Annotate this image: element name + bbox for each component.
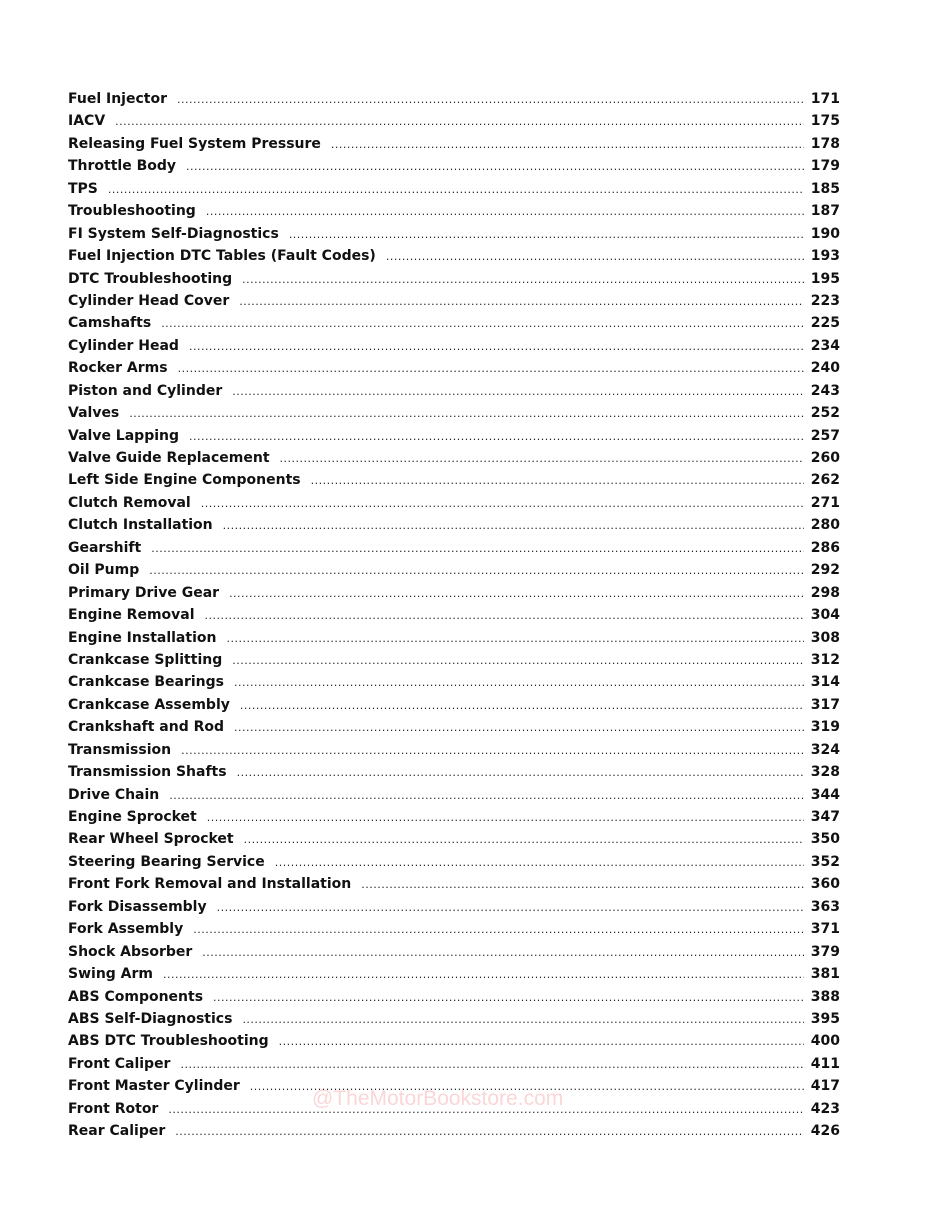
toc-entry-title: Crankcase Bearings — [68, 674, 224, 691]
toc-dot-leader — [161, 317, 804, 330]
toc-entry-title: Transmission Shafts — [68, 764, 227, 781]
toc-entry-page: 175 — [810, 113, 840, 130]
toc-entry[interactable] — [68, 719, 840, 741]
table-of-contents — [68, 91, 840, 1146]
toc-dot-leader — [178, 362, 804, 375]
toc-entry-page: 280 — [810, 517, 840, 534]
toc-dot-leader — [181, 744, 804, 757]
toc-entry-page: 225 — [810, 315, 840, 332]
toc-entry-title: FI System Self-Diagnostics — [68, 225, 279, 242]
toc-entry-page: 350 — [810, 831, 840, 848]
toc-entry[interactable] — [68, 540, 840, 562]
toc-entry-title: Shock Absorber — [68, 943, 193, 960]
toc-entry-page: 271 — [810, 494, 840, 511]
toc-entry-page: 381 — [810, 966, 840, 983]
toc-dot-leader — [242, 1013, 804, 1026]
toc-dot-leader — [226, 632, 804, 645]
toc-entry-title: Camshafts — [68, 315, 152, 332]
toc-dot-leader — [289, 228, 804, 241]
toc-entry[interactable] — [68, 1056, 840, 1078]
toc-entry-title: Engine Installation — [68, 629, 217, 646]
toc-dot-leader — [202, 946, 804, 959]
toc-entry-title: Rear Wheel Sprocket — [68, 831, 234, 848]
toc-entry-page: 292 — [810, 562, 840, 579]
toc-entry-page: 423 — [810, 1100, 840, 1117]
toc-dot-leader — [193, 923, 804, 936]
toc-dot-leader — [206, 205, 804, 218]
toc-entry[interactable] — [68, 517, 840, 539]
toc-entry[interactable] — [68, 136, 840, 158]
toc-entry[interactable] — [68, 226, 840, 248]
toc-entry-title: Clutch Removal — [68, 494, 191, 511]
toc-entry[interactable] — [68, 630, 840, 652]
toc-entry[interactable] — [68, 944, 840, 966]
toc-dot-leader — [108, 183, 804, 196]
toc-dot-leader — [361, 878, 804, 891]
toc-entry-page: 352 — [810, 853, 840, 870]
toc-dot-leader — [311, 474, 804, 487]
toc-dot-leader — [229, 587, 804, 600]
toc-dot-leader — [207, 811, 804, 824]
toc-dot-leader — [169, 789, 804, 802]
toc-entry[interactable] — [68, 876, 840, 898]
toc-entry[interactable] — [68, 652, 840, 674]
toc-entry-title: Left Side Engine Components — [68, 472, 301, 489]
toc-entry-title: ABS Components — [68, 988, 204, 1005]
toc-entry-page: 347 — [810, 809, 840, 825]
toc-entry[interactable] — [68, 899, 840, 921]
toc-entry-title: ABS DTC Troubleshooting — [68, 1033, 269, 1050]
toc-entry-title: Fuel Injection DTC Tables (Fault Codes) — [68, 248, 376, 265]
toc-dot-leader — [129, 407, 804, 420]
toc-entry-title: Cylinder Head Cover — [68, 292, 230, 309]
watermark: @TheMotorBookstore.com — [312, 1087, 564, 1110]
toc-entry[interactable] — [68, 966, 840, 988]
toc-entry-title: DTC Troubleshooting — [68, 270, 233, 287]
toc-entry[interactable] — [68, 428, 840, 450]
toc-entry-title: Valve Lapping — [68, 427, 180, 444]
toc-entry-title: Engine Sprocket — [68, 809, 197, 825]
toc-entry[interactable] — [68, 787, 840, 809]
toc-entry-page: 171 — [810, 91, 840, 107]
toc-dot-leader — [175, 1125, 804, 1138]
toc-entry[interactable] — [68, 338, 840, 360]
toc-entry[interactable] — [68, 607, 840, 629]
toc-entry-title: Front Caliper — [68, 1055, 171, 1072]
toc-dot-leader — [115, 115, 804, 128]
toc-entry-title: Throttle Body — [68, 158, 177, 175]
toc-dot-leader — [280, 452, 804, 465]
toc-entry-page: 185 — [810, 180, 840, 197]
toc-entry-page: 319 — [810, 719, 840, 736]
toc-entry-title: Crankcase Assembly — [68, 696, 230, 713]
toc-dot-leader — [234, 721, 804, 734]
toc-entry-page: 304 — [810, 607, 840, 624]
toc-dot-leader — [189, 340, 804, 353]
toc-entry-title: Fork Disassembly — [68, 898, 207, 915]
toc-entry-page: 262 — [810, 472, 840, 489]
toc-entry[interactable] — [68, 472, 840, 494]
toc-entry-title: Gearshift — [68, 539, 142, 556]
toc-entry-title: Steering Bearing Service — [68, 853, 265, 870]
toc-entry[interactable] — [68, 809, 840, 831]
toc-entry[interactable] — [68, 854, 840, 876]
toc-dot-leader — [232, 654, 804, 667]
toc-entry-title: Piston and Cylinder — [68, 382, 223, 399]
toc-dot-leader — [180, 1058, 804, 1071]
toc-entry[interactable] — [68, 203, 840, 225]
toc-entry-title: Rear Caliper — [68, 1123, 166, 1140]
toc-entry-title: Releasing Fuel System Pressure — [68, 135, 321, 152]
toc-entry[interactable] — [68, 1123, 840, 1145]
toc-entry[interactable] — [68, 158, 840, 180]
toc-entry-page: 317 — [810, 696, 840, 713]
toc-entry[interactable] — [68, 293, 840, 315]
toc-dot-leader — [239, 295, 804, 308]
toc-entry[interactable] — [68, 271, 840, 293]
toc-entry-page: 260 — [810, 450, 840, 466]
toc-entry[interactable] — [68, 495, 840, 517]
toc-entry-page: 388 — [810, 988, 840, 1005]
toc-entry[interactable] — [68, 315, 840, 337]
toc-entry[interactable] — [68, 1033, 840, 1055]
toc-dot-leader — [163, 968, 804, 981]
toc-entry-page: 193 — [810, 248, 840, 265]
toc-entry-page: 223 — [810, 292, 840, 309]
toc-entry-title: Crankshaft and Rod — [68, 719, 225, 736]
toc-entry-page: 257 — [810, 427, 840, 444]
toc-dot-leader — [201, 497, 804, 510]
toc-entry[interactable] — [68, 360, 840, 382]
toc-entry[interactable] — [68, 405, 840, 427]
toc-entry-page: 179 — [810, 158, 840, 175]
toc-entry-title: TPS — [68, 180, 98, 197]
toc-entry-page: 417 — [810, 1078, 840, 1095]
toc-entry-page: 178 — [810, 135, 840, 152]
toc-dot-leader — [242, 273, 804, 286]
toc-entry[interactable] — [68, 764, 840, 786]
toc-entry-page: 411 — [810, 1055, 840, 1072]
toc-dot-leader — [205, 609, 804, 622]
toc-entry[interactable] — [68, 697, 840, 719]
toc-entry[interactable] — [68, 181, 840, 203]
toc-entry[interactable] — [68, 113, 840, 135]
toc-entry-title: Drive Chain — [68, 786, 160, 803]
toc-entry-page: 344 — [810, 786, 840, 803]
toc-entry[interactable] — [68, 674, 840, 696]
toc-entry-page: 328 — [810, 764, 840, 781]
toc-entry-page: 195 — [810, 270, 840, 287]
toc-dot-leader — [186, 160, 804, 173]
toc-dot-leader — [279, 1035, 804, 1048]
toc-entry-title: IACV — [68, 113, 106, 130]
toc-entry[interactable] — [68, 562, 840, 584]
toc-entry-page: 252 — [810, 405, 840, 422]
toc-entry-title: Swing Arm — [68, 966, 154, 983]
toc-dot-leader — [151, 542, 804, 555]
toc-entry[interactable] — [68, 585, 840, 607]
toc-entry-title: Rocker Arms — [68, 360, 168, 377]
toc-entry[interactable] — [68, 742, 840, 764]
toc-dot-leader — [217, 901, 804, 914]
toc-entry-title: Troubleshooting — [68, 203, 196, 220]
toc-entry-title: Front Master Cylinder — [68, 1078, 240, 1095]
toc-entry-page: 190 — [810, 225, 840, 242]
toc-entry-page: 314 — [810, 674, 840, 691]
toc-entry-page: 234 — [810, 337, 840, 354]
toc-entry-title: Fuel Injector — [68, 91, 167, 107]
toc-entry[interactable] — [68, 1011, 840, 1033]
toc-dot-leader — [213, 991, 804, 1004]
toc-entry-title: Front Fork Removal and Installation — [68, 876, 352, 893]
toc-entry-page: 187 — [810, 203, 840, 220]
toc-entry-page: 324 — [810, 741, 840, 758]
toc-dot-leader — [177, 93, 804, 106]
toc-entry[interactable] — [68, 450, 840, 472]
toc-entry-page: 363 — [810, 898, 840, 915]
toc-dot-leader — [234, 676, 804, 689]
toc-entry-title: ABS Self-Diagnostics — [68, 1010, 233, 1027]
toc-entry-page: 298 — [810, 584, 840, 601]
toc-entry[interactable] — [68, 248, 840, 270]
toc-entry-title: Crankcase Splitting — [68, 651, 223, 668]
toc-dot-leader — [237, 766, 804, 779]
toc-entry-title: Engine Removal — [68, 607, 195, 624]
toc-entry-title: Valve Guide Replacement — [68, 450, 270, 466]
toc-dot-leader — [244, 833, 804, 846]
toc-entry-title: Front Rotor — [68, 1100, 159, 1117]
toc-dot-leader — [232, 385, 804, 398]
toc-entry[interactable] — [68, 989, 840, 1011]
toc-entry-page: 240 — [810, 360, 840, 377]
toc-entry-page: 426 — [810, 1123, 840, 1140]
toc-entry-page: 360 — [810, 876, 840, 893]
toc-entry-page: 371 — [810, 921, 840, 938]
toc-entry-title: Cylinder Head — [68, 337, 179, 354]
toc-entry-title: Fork Assembly — [68, 921, 184, 938]
toc-entry-title: Transmission — [68, 741, 172, 758]
toc-entry[interactable] — [68, 831, 840, 853]
toc-entry-page: 395 — [810, 1010, 840, 1027]
toc-dot-leader — [331, 138, 804, 151]
toc-entry-title: Valves — [68, 405, 120, 422]
toc-entry-title: Clutch Installation — [68, 517, 213, 534]
toc-dot-leader — [223, 519, 804, 532]
toc-entry-page: 400 — [810, 1033, 840, 1050]
toc-dot-leader — [386, 250, 804, 263]
toc-entry-title: Oil Pump — [68, 562, 140, 579]
toc-entry[interactable] — [68, 921, 840, 943]
toc-dot-leader — [275, 856, 804, 869]
toc-entry[interactable] — [68, 383, 840, 405]
toc-dot-leader — [149, 564, 804, 577]
toc-dot-leader — [240, 699, 804, 712]
toc-entry-page: 308 — [810, 629, 840, 646]
toc-entry-page: 286 — [810, 539, 840, 556]
toc-entry-page: 243 — [810, 382, 840, 399]
toc-entry-page: 379 — [810, 943, 840, 960]
toc-entry-page: 312 — [810, 651, 840, 668]
toc-entry[interactable] — [68, 91, 840, 113]
toc-entry-title: Primary Drive Gear — [68, 584, 220, 601]
toc-dot-leader — [189, 430, 804, 443]
